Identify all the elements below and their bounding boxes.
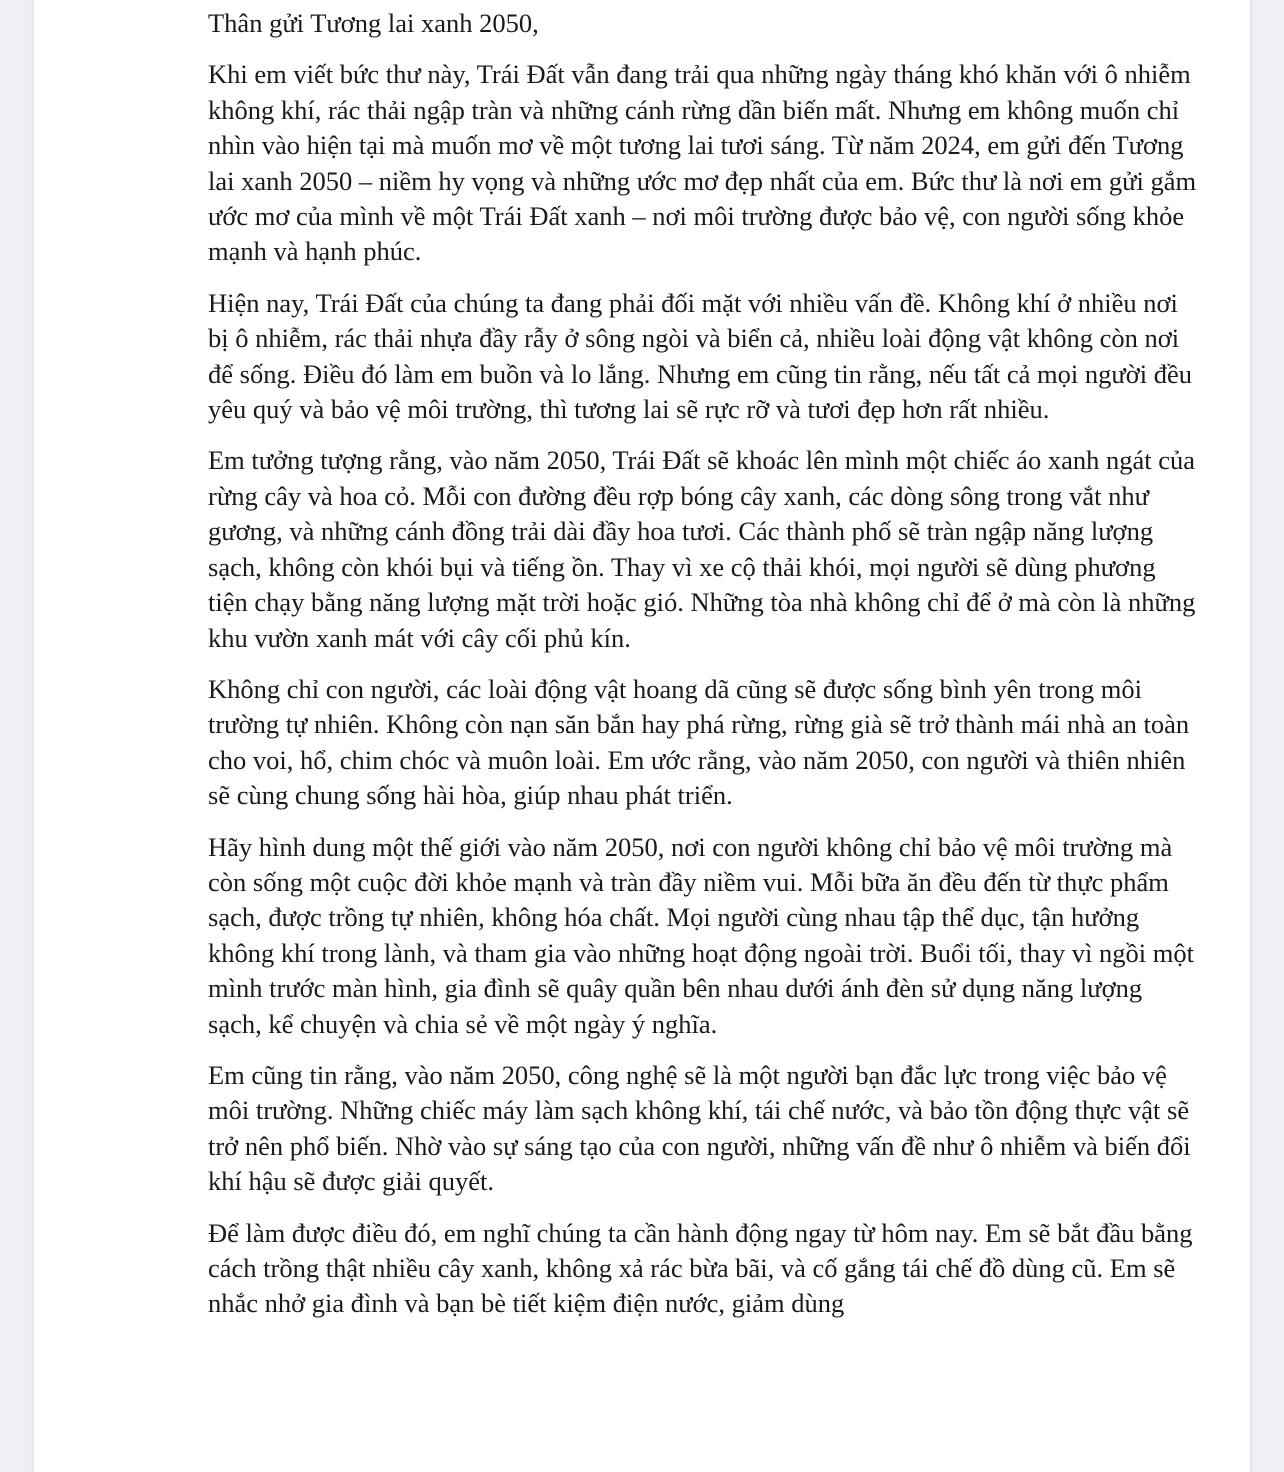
document-page [33,0,1251,1472]
paragraph-action: Để làm được điều đó, em nghĩ chúng ta cần hành động ngay từ hôm nay. Em sẽ bắt đầu bằng cách trồng thật nhiều cây xanh, không xả rác bừa bãi, và cố gắng tái chế đồ dùng cũ. Em sẽ nhắc nhở gia đình và bạn bè tiết kiệm điện nước, giảm dùng [208,1217,1193,1319]
paragraph-technology: Em cũng tin rằng, vào năm 2050, công nghệ sẽ là một người bạn đắc lực trong việc bảo vệ môi trường. Những chiếc máy làm sạch không khí, tái chế nước, và bảo tồn động thực vật sẽ trở nên phổ biến. Nhờ vào sự sáng tạo của con người, những vấn đề như ô nhiễm và biến đổi khí hậu sẽ được giải quyết. [208,1059,1191,1197]
paragraph-intro: Khi em viết bức thư này, Trái Đất vẫn đang trải qua những ngày tháng khó khăn với ô nhiễm không khí, rác thải ngập tràn và những cánh rừng dần biến mất. Nhưng em không muốn chỉ nhìn vào hiện tại mà muốn mơ về một tương lai tươi sáng. Từ năm 2024, em gửi đến Tương lai xanh 2050 – niềm hy vọng và những ước mơ đẹp nhất của em. Bức thư là nơi em gửi gắm ước mơ của mình về một Trái Đất xanh – nơi môi trường được bảo vệ, con người sống khỏe mạnh và hạnh phúc. [208,59,1197,267]
paragraph-green-earth-vision: Em tưởng tượng rằng, vào năm 2050, Trái Đất sẽ khoác lên mình một chiếc áo xanh ngát của rừng cây và hoa cỏ. Mỗi con đường đều rợp bóng cây xanh, các dòng sông trong vắt như gương, và những cánh đồng trải dài đầy hoa tươi. Các thành phố sẽ tràn ngập năng lượng sạch, không còn khói bụi và tiếng ồn. Thay vì xe cộ thải khói, mọi người sẽ dùng phương tiện chạy bằng năng lượng mặt trời hoặc gió. Những tòa nhà không chỉ để ở mà còn là những khu vườn xanh mát với cây cối phủ kín. [208,445,1196,653]
paragraph-current-problems: Hiện nay, Trái Đất của chúng ta đang phải đối mặt với nhiều vấn đề. Không khí ở nhiều nơi bị ô nhiễm, rác thải nhựa đầy rẫy ở sông ngòi và biển cả, nhiều loài động vật không còn nơi để sống. Điều đó làm em buồn và lo lắng. Nhưng em cũng tin rằng, nếu tất cả mọi người đều yêu quý và bảo vệ môi trường, thì tương lai sẽ rực rỡ và tươi đẹp hơn rất nhiều. [208,287,1193,425]
paragraph-healthy-life: Hãy hình dung một thế giới vào năm 2050, nơi con người không chỉ bảo vệ môi trường mà còn sống một cuộc đời khỏe mạnh và tràn đầy niềm vui. Mỗi bữa ăn đều đến từ thực phẩm sạch, được trồng tự nhiên, không hóa chất. Mọi người cùng nhau tập thể dục, tận hưởng không khí trong lành, và tham gia vào những hoạt động ngoài trời. Buổi tối, thay vì ngồi một mình trước màn hình, gia đình sẽ quây quần bên nhau dưới ánh đèn sử dụng năng lượng sạch, kể chuyện và chia sẻ về một ngày ý nghĩa. [208,831,1194,1039]
paragraph-wildlife: Không chỉ con người, các loài động vật hoang dã cũng sẽ được sống bình yên trong môi trường tự nhiên. Không còn nạn săn bắn hay phá rừng, rừng già sẽ trở thành mái nhà an toàn cho voi, hổ, chim chóc và muôn loài. Em ước rằng, vào năm 2050, con người và thiên nhiên sẽ cùng chung sống hài hòa, giúp nhau phát triển. [208,673,1190,811]
letter-salutation: Thân gửi Tương lai xanh 2050, [208,8,539,38]
letter-body [208,6,1198,1338]
